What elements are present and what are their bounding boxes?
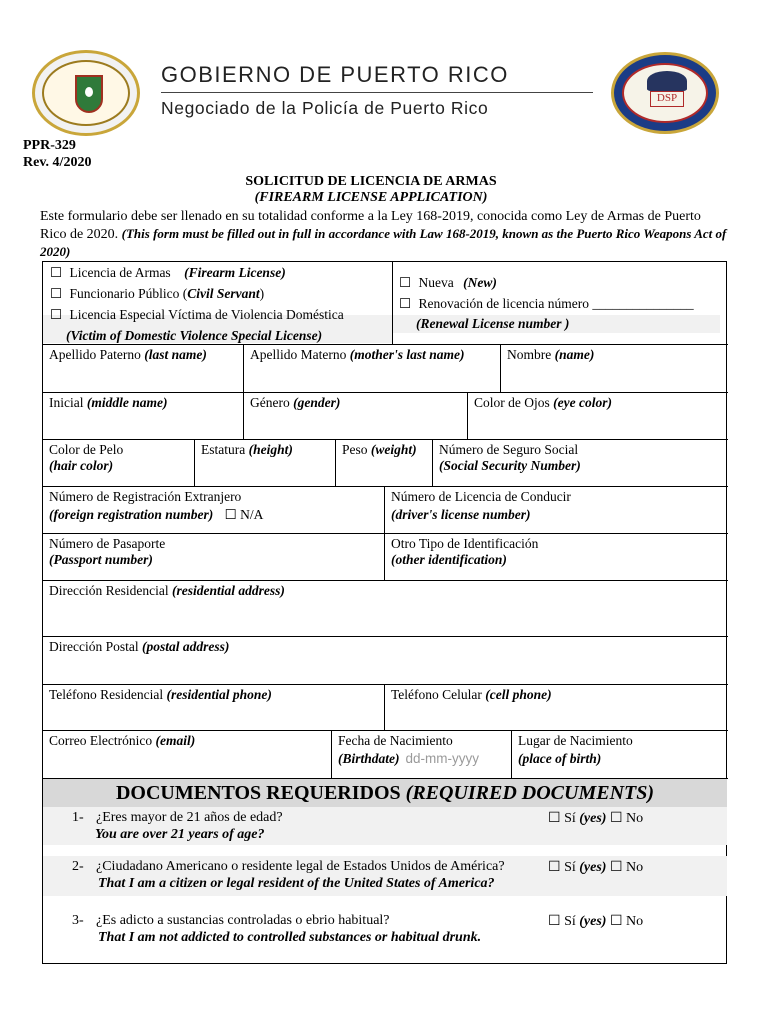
renewal-number-label-en: (Renewal License number ) <box>416 316 570 331</box>
header-divider <box>161 92 593 93</box>
field-eye-color[interactable]: Color de Ojos (eye color) <box>474 395 612 410</box>
required-documents-heading: DOCUMENTOS REQUERIDOS (REQUIRED DOCUMENTS) <box>43 779 727 807</box>
intro-es: Este formulario debe ser llenado en su totalidad conforme a la Ley 168-2019, conocida como Ley de Armas de Puerto Rico de 2020. <box>40 209 701 242</box>
field-postal-address[interactable]: Dirección Postal (postal address) <box>49 639 230 654</box>
form-title-es: SOLICITUD DE LICENCIA DE ARMAS <box>245 174 497 189</box>
field-mother-last-name[interactable]: Apellido Materno (mother's last name) <box>250 347 465 362</box>
question-3-answer[interactable]: ☐ Sí (yes) ☐ No <box>548 914 644 929</box>
question-2-es: ¿Ciudadano Americano o residente legal de Estados Unidos de América? <box>96 859 505 874</box>
yes-checkbox-icon[interactable]: ☐ <box>548 860 561 875</box>
no-checkbox-icon[interactable]: ☐ <box>609 811 623 826</box>
agency-subtitle: Negociado de la Policía de Puerto Rico <box>161 98 489 118</box>
birthdate-input[interactable]: dd-mm-yyyy <box>405 751 480 766</box>
field-first-name[interactable]: Nombre (name) <box>507 347 595 362</box>
checkbox-icon[interactable]: ☐ <box>50 286 63 301</box>
yes-checkbox-icon[interactable]: ☐ <box>548 914 561 929</box>
field-residential-phone[interactable]: Teléfono Residencial (residential phone) <box>49 687 272 702</box>
form-revision: Rev. 4/2020 <box>23 155 92 170</box>
checkbox-icon[interactable]: ☐ <box>399 296 412 311</box>
field-foreign-registration[interactable]: Número de Registración Extranjero (foreign registration number) ☐ N/A <box>49 489 264 522</box>
field-ssn[interactable]: Número de Seguro Social (Social Security Number) <box>439 442 581 473</box>
government-title: GOBIERNO DE PUERTO RICO <box>161 62 509 87</box>
question-2-number: 2- <box>72 859 84 874</box>
checkbox-icon[interactable]: ☐ <box>50 307 63 322</box>
question-1-en: You are over 21 years of age? <box>95 827 265 842</box>
field-other-id[interactable]: Otro Tipo de Identificación (other identification) <box>391 536 539 567</box>
question-3-number: 3- <box>72 913 84 928</box>
question-2-answer[interactable]: ☐ Sí (yes) ☐ No <box>548 860 644 875</box>
no-checkbox-icon[interactable]: ☐ <box>609 914 623 929</box>
yes-checkbox-icon[interactable]: ☐ <box>548 811 561 826</box>
na-checkbox-icon[interactable]: ☐ <box>224 507 237 522</box>
form-code-block <box>23 137 91 171</box>
option-renewal[interactable]: ☐ Renovación de licencia número _______________ <box>399 296 694 311</box>
option-domestic-violence-license[interactable]: ☐ Licencia Especial Víctima de Violencia Doméstica <box>50 307 344 322</box>
no-checkbox-icon[interactable]: ☐ <box>609 860 623 875</box>
checkbox-icon[interactable]: ☐ <box>50 265 63 280</box>
field-birthdate[interactable]: Fecha de Nacimiento (Birthdate) dd-mm-yyyy <box>338 733 480 766</box>
field-height[interactable]: Estatura (height) <box>201 442 293 457</box>
question-1-answer[interactable]: ☐ Sí (yes) ☐ No <box>548 811 644 826</box>
na-label: N/A <box>240 507 264 522</box>
dsp-seal-abbr: DSP <box>650 91 684 107</box>
question-3-es: ¿Es adicto a sustancias controladas o ebrio habitual? <box>96 913 390 928</box>
question-1-number: 1- <box>72 810 84 825</box>
option-firearm-license[interactable]: ☐ Licencia de Armas (Firearm License) <box>50 265 286 280</box>
intro-en: (This form must be filled out in full in accordance with Law 168-2019, known as the Puerto Rico Weapons Act of 2020) <box>40 226 727 259</box>
field-gender[interactable]: Género (gender) <box>250 395 341 410</box>
checkbox-icon[interactable]: ☐ <box>399 275 412 290</box>
field-hair-color[interactable]: Color de Pelo (hair color) <box>49 442 124 473</box>
field-weight[interactable]: Peso (weight) <box>342 442 417 457</box>
field-drivers-license[interactable]: Número de Licencia de Conducir (driver's license number) <box>391 489 571 522</box>
field-last-name[interactable]: Apellido Paterno (last name) <box>49 347 207 362</box>
form-intro <box>40 208 728 261</box>
option-new[interactable]: ☐ Nueva (New) <box>399 275 497 290</box>
form-code: PPR-329 <box>23 138 76 153</box>
question-2-en: That I am a citizen or legal resident of the United States of America? <box>98 876 495 891</box>
option-civil-servant[interactable]: ☐ Funcionario Público (Civil Servant) <box>50 286 265 301</box>
question-3-en: That I am not addicted to controlled substances or habitual drunk. <box>98 930 482 945</box>
option-domestic-violence-license-en: (Victim of Domestic Violence Special License) <box>66 328 323 343</box>
dsp-seal <box>611 52 719 134</box>
form-title-en: (FIREARM LICENSE APPLICATION) <box>254 190 488 205</box>
puerto-rico-government-seal <box>32 50 140 136</box>
question-1-es: ¿Eres mayor de 21 años de edad? <box>96 810 283 825</box>
field-passport[interactable]: Número de Pasaporte (Passport number) <box>49 536 166 567</box>
field-email[interactable]: Correo Electrónico (email) <box>49 733 196 748</box>
field-cell-phone[interactable]: Teléfono Celular (cell phone) <box>391 687 552 702</box>
field-residential-address[interactable]: Dirección Residencial (residential address) <box>49 583 285 598</box>
field-birthplace[interactable]: Lugar de Nacimiento (place of birth) <box>518 733 633 766</box>
field-middle-name[interactable]: Inicial (middle name) <box>49 395 168 410</box>
